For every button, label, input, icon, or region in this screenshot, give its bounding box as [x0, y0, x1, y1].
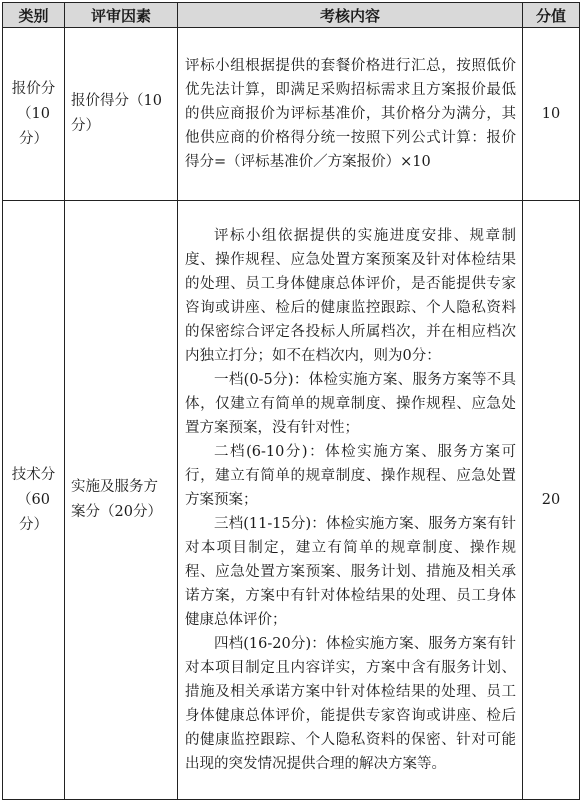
- grade-2-paragraph: 二档(6-10分)：体检实施方案、服务方案可行，建立有简单的规章制度、操作规程、应急处置方案预案；: [185, 444, 516, 508]
- content-cell: [178, 28, 523, 201]
- table-header-row: [3, 3, 580, 28]
- factor-cell: 实施及服务方案分（20分）: [65, 201, 178, 800]
- header-content: 考核内容: [178, 3, 523, 28]
- score-cell: 10: [523, 28, 580, 201]
- scoring-table: [2, 2, 580, 800]
- header-factor: 评审因素: [65, 3, 178, 28]
- category-cell: 技术分（60分）: [3, 201, 65, 800]
- content-cell: [178, 201, 523, 800]
- score-cell: 20: [523, 201, 580, 800]
- grade-1-paragraph: 一档(0-5分)：体检实施方案、服务方案等不具体，仅建立有简单的规章制度、操作规程、应急处置方案预案，没有针对性；: [185, 372, 516, 436]
- table-row: [3, 28, 580, 201]
- header-score: 分值: [523, 3, 580, 28]
- grade-4-paragraph: 四档(16-20分)：体检实施方案、服务方案有针对本项目制定且内容详实，方案中含有服务计划、措施及相关承诺方案中针对体检结果的处理、员工身体健康总体评价，能提供专家咨询或讲座、检后的健康监控跟踪、个人隐私资料的保密、针对可能出现的突发情况提供合理的解决方案等。: [185, 636, 516, 772]
- content-paragraph: 评标小组根据提供的套餐价格进行汇总，按照低价优先法计算，即满足采购招标需求且方案报价最低的供应商报价为评标基准价，其价格分为满分，其他供应商的价格得分统一按照下列公式计算：报价得分=（评标基准价／方案报价）×10: [185, 58, 516, 170]
- table-row: [3, 201, 580, 800]
- header-category: 类别: [3, 3, 65, 28]
- category-cell: 报价分（10分）: [3, 28, 65, 201]
- grade-3-paragraph: 三档(11-15分)：体检实施方案、服务方案有针对本项目制定，建立有简单的规章制度、操作规程、应急处置方案预案、服务计划、措施及相关承诺方案，方案中有针对体检结果的处理、员工身体健康总体评价；: [185, 516, 516, 628]
- content-paragraph: 评标小组依据提供的实施进度安排、规章制度、操作规程、应急处置方案预案及针对体检结果的处理、员工身体健康总体评价，是否能提供专家咨询或讲座、检后的健康监控跟踪、个人隐私资料的保密综合评定各投标人所属档次，并在相应档次内独立打分；如不在档次内，则为0分：: [185, 228, 516, 364]
- factor-cell: 报价得分（10分）: [65, 28, 178, 201]
